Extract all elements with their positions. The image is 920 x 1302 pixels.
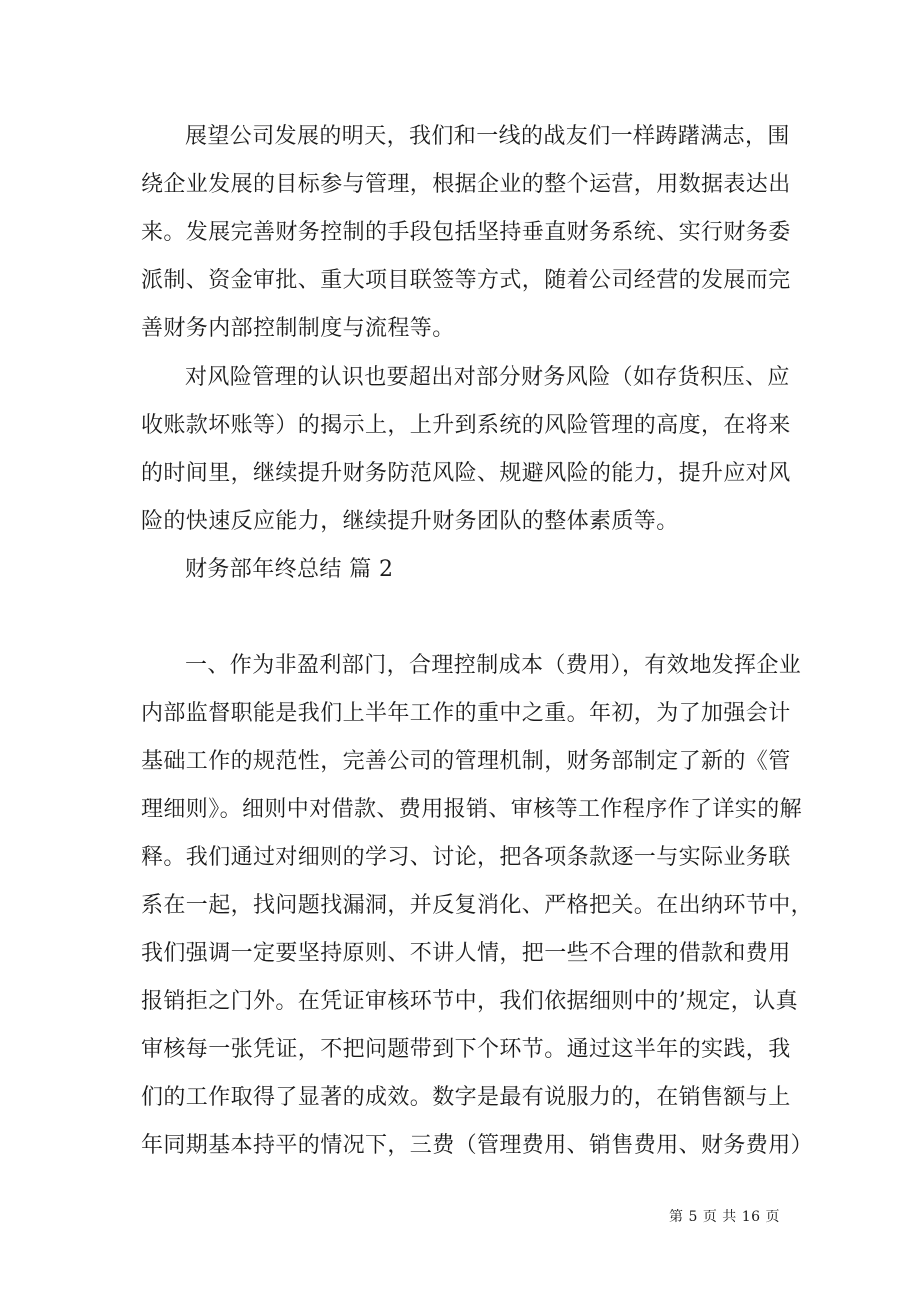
paragraph-line: 险的快速反应能力，继续提升财务团队的整体素质等。 xyxy=(141,509,679,534)
paragraph-line: 善财务内部控制制度与流程等。 xyxy=(141,316,455,341)
paragraph-line: 年同期基本持平的情况下，三费（管理费用、销售费用、财务费用） xyxy=(141,1133,814,1158)
paragraph-line: 来。发展完善财务控制的手段包括坚持垂直财务系统、实行财务委 xyxy=(141,220,791,245)
page-number: 第 5 页 共 16 页 xyxy=(669,1209,780,1225)
paragraph-line: 收账款坏账等）的揭示上，上升到系统的风险管理的高度，在将来 xyxy=(141,413,791,438)
paragraph-line: 们的工作取得了显著的成效。数字是最有说服力的，在销售额与上 xyxy=(141,1085,791,1110)
paragraph-line: 展望公司发展的明天，我们和一线的战友们一样踌躇满志，围 xyxy=(185,124,790,149)
paragraph-line: 审核每一张凭证，不把问题带到下个环节。通过这半年的实践，我 xyxy=(141,1037,791,1062)
paragraph-line: 报销拒之门外。在凭证审核环节中，我们依据细则中的’规定，认真 xyxy=(141,989,798,1014)
paragraph-line: 的时间里，继续提升财务防范风险、规避风险的能力，提升应对风 xyxy=(141,461,791,486)
paragraph-line: 内部监督职能是我们上半年工作的重中之重。年初，为了加强会计 xyxy=(141,701,791,726)
paragraph-line: 派制、资金审批、重大项目联签等方式，随着公司经营的发展而完 xyxy=(141,268,791,293)
paragraph-line: 一、作为非盈利部门，合理控制成本（费用），有效地发挥企业 xyxy=(185,653,802,678)
paragraph-line: 释。我们通过对细则的学习、讨论，把各项条款逐一与实际业务联 xyxy=(141,845,791,870)
section-heading: 财务部年终总结 篇 2 xyxy=(185,557,394,582)
paragraph-line: 我们强调一定要坚持原则、不讲人情，把一些不合理的借款和费用 xyxy=(141,941,791,966)
paragraph-line: 基础工作的规范性，完善公司的管理机制，财务部制定了新的《管 xyxy=(141,749,791,774)
paragraph-line: 理细则》。细则中对借款、费用报销、审核等工作程序作了详实的解 xyxy=(141,797,803,822)
paragraph-line: 绕企业发展的目标参与管理，根据企业的整个运营，用数据表达出 xyxy=(141,172,791,197)
paragraph-line: 系在一起，找问题找漏洞，并反复消化、严格把关。在出纳环节中， xyxy=(141,893,814,918)
paragraph-line: 对风险管理的认识也要超出对部分财务风险（如存货积压、应 xyxy=(185,365,790,390)
